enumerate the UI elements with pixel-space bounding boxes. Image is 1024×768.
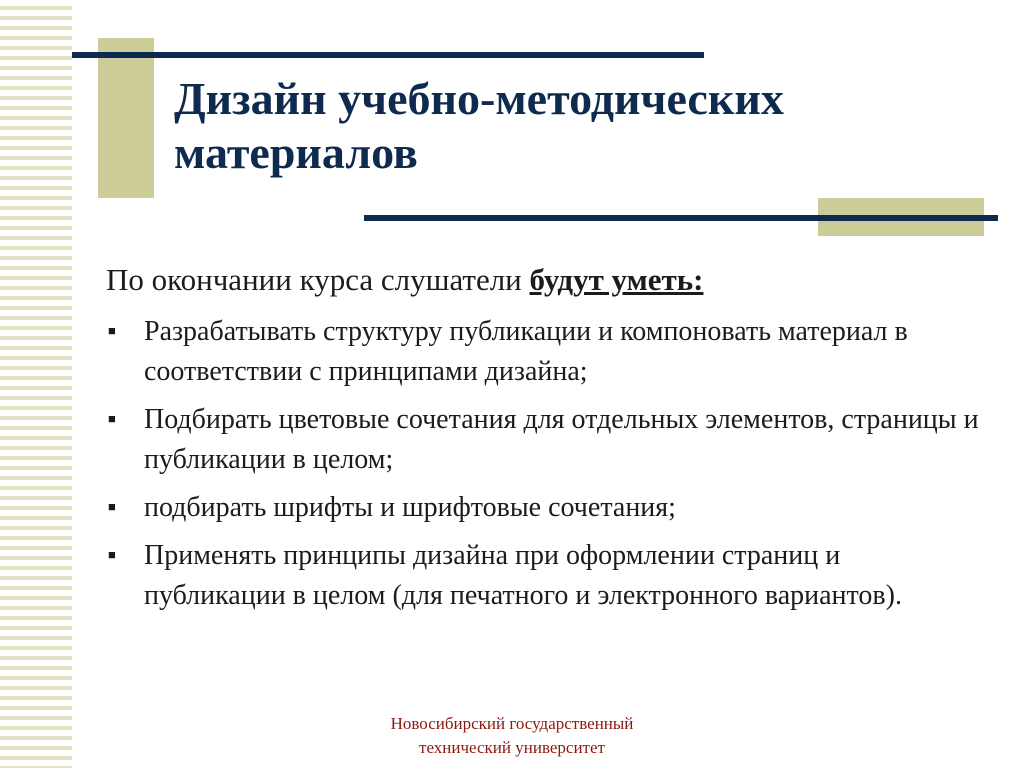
square-bullet-icon: ■ — [108, 323, 116, 338]
bullet-list — [108, 312, 988, 624]
intro-emphasis: будут уметь: — [529, 262, 704, 297]
list-item — [108, 488, 988, 528]
list-item-text: подбирать шрифты и шрифтовые сочетания; — [144, 492, 676, 523]
list-item — [108, 400, 988, 480]
list-item — [108, 312, 988, 392]
footer-line-1: Новосибирский государственный — [390, 714, 634, 733]
square-bullet-icon: ■ — [108, 547, 116, 562]
list-item-text: Подбирать цветовые сочетания для отдельных элементов, страницы и публикации в целом; — [144, 404, 979, 475]
list-item-text: Применять принципы дизайна при оформлении страниц и публикации в целом (для печатного и электронного вариантов). — [144, 540, 902, 611]
square-bullet-icon: ■ — [108, 499, 116, 514]
square-bullet-icon: ■ — [108, 411, 116, 426]
title-rule-top — [72, 52, 704, 58]
footer-institution — [300, 712, 724, 760]
intro-text — [106, 260, 703, 300]
decorative-stripes — [0, 0, 72, 768]
list-item-text: Разрабатывать структуру публикации и компоновать материал в соответствии с принципами дизайна; — [144, 316, 908, 387]
title-rule-bottom — [364, 215, 998, 221]
accent-block-left — [98, 38, 154, 198]
intro-lead: По окончании курса слушатели — [106, 262, 530, 297]
footer-line-2: технический университет — [419, 738, 605, 757]
list-item — [108, 536, 988, 616]
slide-title: Дизайн учебно-методических материалов — [174, 73, 784, 178]
